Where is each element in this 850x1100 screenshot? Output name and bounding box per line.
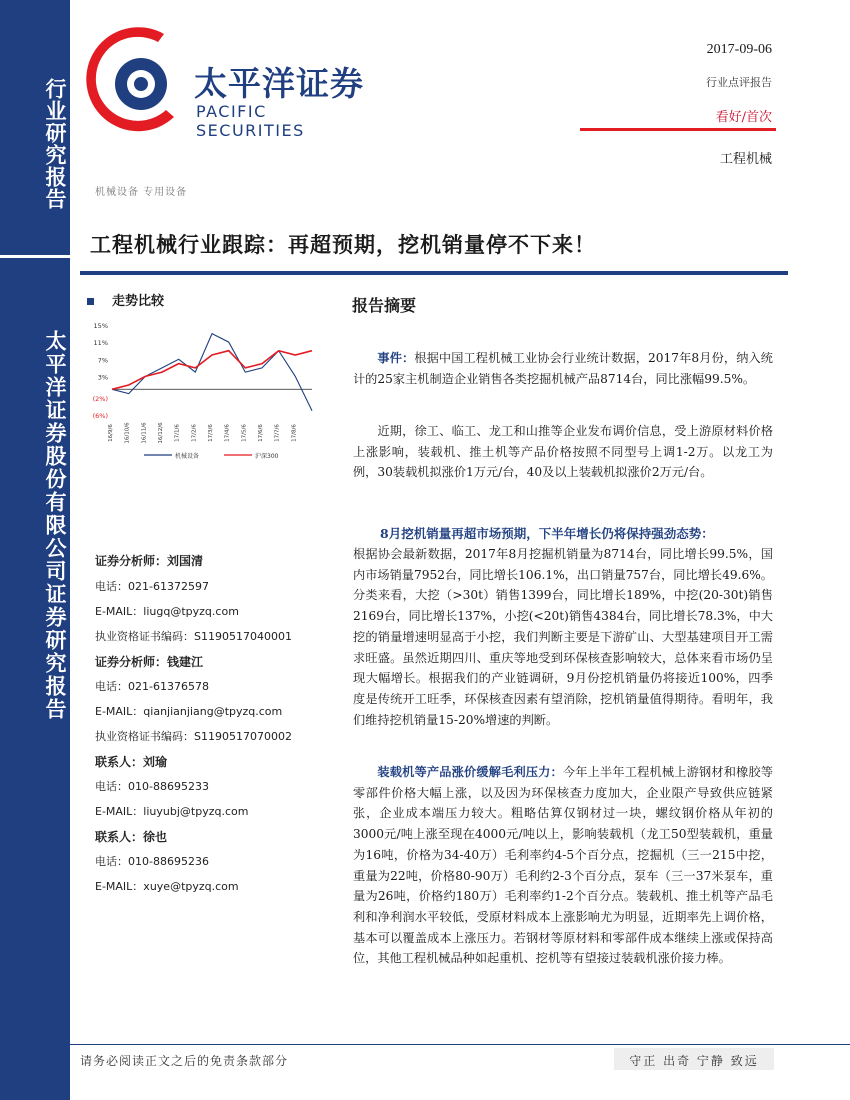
analyst-1-role: 证券分析师：刘国清 [95,554,204,568]
x-tick-label: 16/10/6 [124,422,131,444]
margin-text: 今年上半年工程机械上游钢材和橡胶等零部件价格大幅上涨，以及因为环保核查力度加大，企业限产导致供应链紧张，企业成本端压力较大。粗略估算仅钢材过一块，螺纹钢价格从年初的3000元/吨上涨至现在4000元/吨以上，影响装载机（龙工50型装载机，重量为16吨，价格为34-40万）毛利率约4-5个百分点，挖掘机（三一215中挖，重量为22吨，价格80-90万）毛利约2-3个百分点，泵车（三一37米泵车，重量为26吨，价格约180万）毛利率约1-2个百分点。装载机、推土机等产品毛利和净利润水平较低，受原材料成本上涨影响尤为明显，近期率先上调价格，基本可以覆盖成本上涨压力。若钢材等原材料和零部件成本继续上涨或保持高位，其他工程机械品种如起重机、挖机等有望接过装载机涨价接力棒。 [353,765,774,966]
x-tick-label: 16/11/6 [141,422,148,444]
y-tick-label: 3% [97,373,108,382]
analyst-2-email[interactable]: E-MAIL：qianjianjiang@tpyzq.com [95,705,283,718]
footer-disclaimer: 请务必阅读正文之后的免责条款部分 [80,1054,289,1068]
x-tick-label: 16/9/6 [108,424,114,442]
title-divider [80,271,788,275]
series-line-1 [112,334,312,411]
summary-heading: 报告摘要 [352,296,417,315]
y-tick-label: (2%) [92,394,108,403]
x-tick-label: 17/3/6 [208,424,214,442]
contact-2-phone: 电话：010-88695236 [95,855,209,868]
summary-sales-paragraph: 根据协会最新数据，2017年8月挖掘机销量为8714台，同比增长99.5%，国内市场销量7952台，同比增长106.1%，出口销量757台，同比增长49.6%。分类来看，大挖（>30t）销售1399台，同比增长189%，中挖(20-30t)销售2169台，同比增长137%，小挖(<20t)销售4384台，同比增长78.3%，中大挖的销量增速明显高于小挖，我们判断主要是下游矿山、大型基建项目开工需求旺盛。虽然近期四川、重庆等地受到环保核查影响较大，总体来看市场仍呈现大幅增长。根据我们的产业链调研，9月份挖机销量仍将接近100%，四季度是传统开工旺季，环保核查因素有望消除，挖机销量值得期待。看明年，我们维持挖机销量15-20%增速的判断。 [353,547,773,727]
x-tick-label: 17/7/6 [274,424,281,442]
event-keyword: 事件： [377,351,415,365]
summary-event-paragraph [353,348,773,389]
y-tick-label: 7% [97,356,108,365]
x-tick-label: 17/4/6 [224,424,231,442]
bullet-square-icon [87,298,94,305]
analyst-1-phone: 电话：021-61372597 [95,580,209,593]
contact-1-email[interactable]: E-MAIL：liuyubj@tpyzq.com [95,805,249,818]
analyst-2-phone: 电话：021-61376578 [95,680,209,693]
trend-heading [87,290,164,309]
x-tick-label: 16/12/6 [158,422,164,444]
analyst-2-role: 证券分析师：钱建江 [95,655,204,669]
analyst-1-email[interactable]: E-MAIL：liugq@tpyzq.com [95,605,239,618]
trend-chart [84,315,324,465]
logo-emblem-icon [86,22,186,137]
contact-1-role: 联系人：刘瑜 [95,755,168,769]
industry-label: 工程机械 [719,152,772,167]
page-title: 工程机械行业跟踪：再超预期，挖机销量停不下来！ [90,232,596,257]
contact-1-phone: 电话：010-88695233 [95,780,209,793]
logo-text-en: PACIFIC SECURITIES [196,102,305,140]
x-tick-label: 17/2/6 [191,424,198,442]
y-tick-label: 11% [93,339,108,348]
legend-label-1: 机械设备 [175,453,200,460]
report-date: 2017-09-06 [706,42,772,57]
analyst-1-cert: 执业资格证书编码：S1190517040001 [95,630,292,643]
footer-divider [70,1044,850,1045]
company-logo [86,22,376,140]
trend-heading-text: 走势比较 [112,294,165,309]
y-tick-label: 15% [93,322,108,330]
summary-margin-paragraph [353,762,773,969]
x-tick-label: 17/8/6 [291,424,298,442]
x-tick-label: 17/5/6 [241,424,248,442]
rating-label: 看好/首次 [715,110,772,125]
sidebar-report-category: 行业研究报告 [43,78,68,210]
x-tick-label: 17/6/6 [258,424,264,442]
legend-label-2: 沪深300 [255,453,279,460]
summary-price-paragraph: 近期，徐工、临工、龙工和山推等企业发布调价信息，受上游原材料价格上涨影响，装载机、推土机等产品价格按照不同型号上调1-2万。以龙工为例，30装载机拟涨价1万元/台，40及以上装载机拟涨价2万元/台。 [353,424,773,480]
sidebar-company-label: 太平洋证券股份有限公司证券研究报告 [43,330,68,721]
sector-tags: 机械设备 专用设备 [95,187,188,198]
event-text: 根据中国工程机械工业协会行业统计数据，2017年8月份，纳入统计的25家主机制造企业销售各类挖掘机械产品8714台，同比涨幅99.5%。 [353,351,773,386]
analyst-2-cert: 执业资格证书编码：S1190517070002 [95,730,292,743]
header-red-rule [580,128,776,131]
y-tick-label: (6%) [92,412,108,420]
contact-2-role: 联系人：徐也 [95,830,168,844]
x-tick-label: 17/1/6 [174,424,181,442]
logo-text-cn: 太平洋证券 [194,64,364,103]
contact-2-email[interactable]: E-MAIL：xuye@tpyzq.com [95,880,239,893]
footer-motto: 守正 出奇 宁静 致远 [614,1048,774,1070]
report-type: 行业点评报告 [706,76,772,89]
margin-keyword: 装载机等产品涨价缓解毛利压力： [377,765,563,779]
subheading-excavator-sales: 8月挖机销量再超市场预期，下半年增长仍将保持强劲态势： [380,526,714,541]
